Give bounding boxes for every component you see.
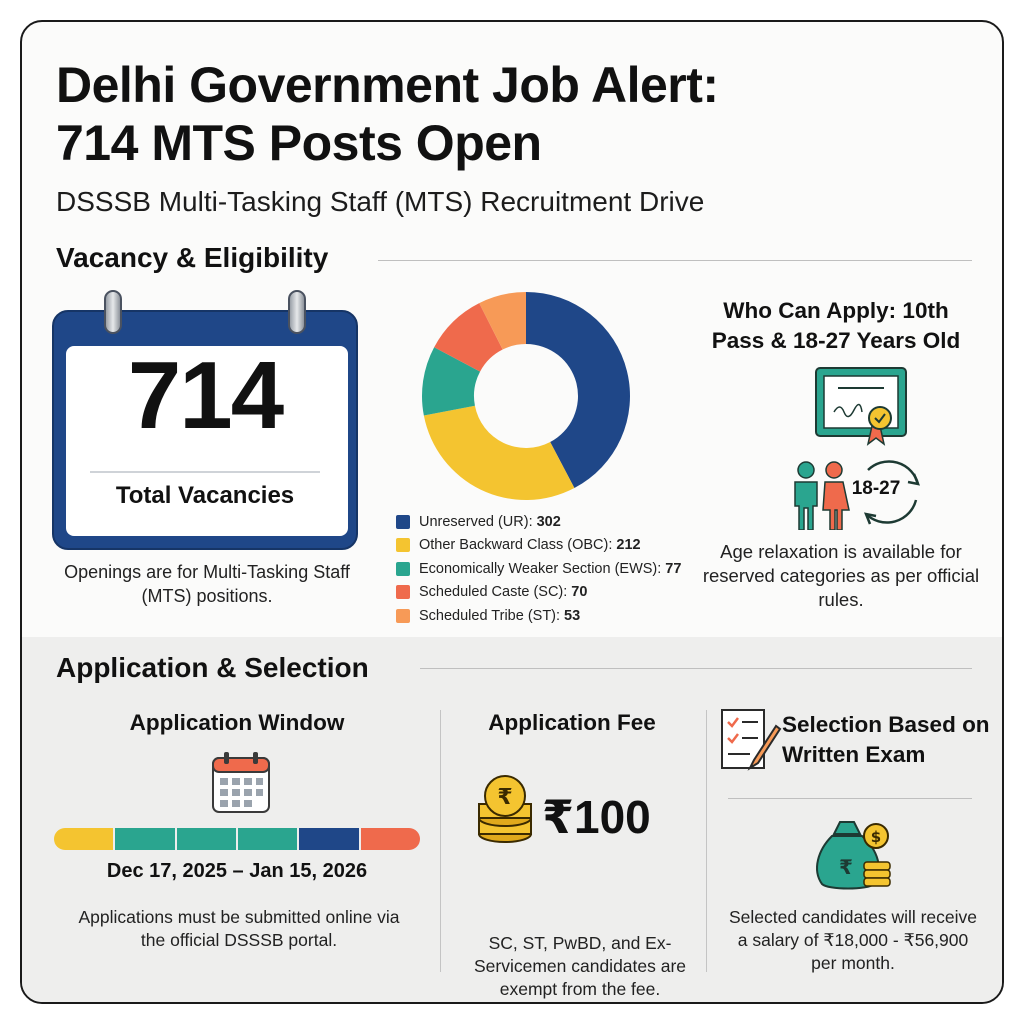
legend-label: Unreserved (UR):: [419, 513, 533, 530]
donut-chart: [420, 290, 632, 502]
chart-legend: [396, 510, 696, 628]
legend-label: Scheduled Caste (SC):: [419, 584, 568, 601]
total-vacancies-note: Openings are for Multi-Tasking Staff (MTS) positions.: [64, 562, 350, 607]
eligibility-title: Who Can Apply: 10th Pass & 18-27 Years Old: [711, 298, 961, 354]
legend-swatch: [396, 562, 410, 576]
title-line-1: Delhi Government Job Alert:: [56, 57, 719, 113]
certificate-icon: [816, 368, 906, 444]
timeline-segment: [115, 828, 174, 850]
timeline-segment: [54, 828, 113, 850]
calendar-ring: [104, 290, 122, 334]
legend-label: Scheduled Tribe (ST):: [419, 607, 561, 624]
application-fee-note: SC, ST, PwBD, and Ex-Servicemen candidates are exempt from the fee.: [473, 933, 687, 1000]
eligibility-note: Age relaxation is available for reserved categories as per official rules.: [702, 541, 980, 611]
timeline-segment: [361, 828, 420, 850]
timeline-segment: [238, 828, 297, 850]
legend-value: 302: [536, 513, 561, 530]
application-date-range: Dec 17, 2025 – Jan 15, 2026: [106, 860, 368, 882]
application-window-title: Application Window: [129, 710, 345, 735]
column-divider: [706, 710, 707, 972]
legend-swatch: [396, 609, 410, 623]
legend-item: [396, 557, 696, 581]
legend-value: 70: [571, 584, 588, 601]
timeline-segment: [177, 828, 236, 850]
coin-symbol: ₹: [497, 785, 513, 810]
calendar-ring: [288, 290, 306, 334]
bag-symbol: ₹: [839, 855, 853, 879]
donut-chart-svg: [420, 290, 632, 502]
age-range-label: 18-27: [851, 478, 901, 499]
legend-label: Economically Weaker Section (EWS):: [419, 560, 662, 577]
page-subtitle: DSSSB Multi-Tasking Staff (MTS) Recruitment Drive: [56, 186, 705, 217]
vacancy-section-heading: Vacancy & Eligibility: [56, 242, 329, 273]
coin-stack-icon: [476, 774, 534, 844]
legend-item: [396, 604, 696, 628]
exam-sheet-icon: [720, 708, 782, 774]
legend-value: 53: [564, 607, 581, 624]
application-fee-amount: ₹100: [542, 791, 651, 843]
legend-item: [396, 534, 696, 558]
legend-label: Other Backward Class (OBC):: [419, 537, 613, 554]
infographic-card: [20, 20, 1004, 1004]
total-vacancies-label: Total Vacancies: [115, 482, 295, 509]
application-timeline-bar: [54, 828, 420, 850]
legend-swatch: [396, 515, 410, 529]
timeline-segment: [299, 828, 358, 850]
legend-item: [396, 510, 696, 534]
legend-item: [396, 581, 696, 605]
calendar-divider: [90, 471, 320, 473]
page-title: [56, 56, 976, 172]
application-section-heading: Application & Selection: [56, 652, 369, 683]
selection-title: Selection Based on Written Exam: [782, 712, 990, 768]
title-line-2: 714 MTS Posts Open: [56, 115, 542, 171]
legend-swatch: [396, 538, 410, 552]
money-bag-icon: [812, 818, 892, 892]
coin-symbol: $: [870, 828, 882, 846]
eligibility-illustration: [762, 366, 922, 530]
legend-value: 212: [616, 537, 641, 554]
section-divider: [420, 668, 972, 669]
donut-slice: [424, 406, 575, 500]
legend-swatch: [396, 585, 410, 599]
column-divider: [440, 710, 441, 972]
calendar-icon: [52, 290, 358, 552]
selection-divider: [728, 798, 972, 799]
legend-value: 77: [665, 560, 682, 577]
total-vacancies-number: 714: [127, 342, 283, 449]
application-window-note: Applications must be submitted online via the official DSSSB portal.: [78, 907, 400, 951]
application-fee-title: Application Fee: [488, 710, 656, 735]
selection-note: Selected candidates will receive a salary of ₹18,000 - ₹56,900 per month.: [728, 907, 978, 974]
small-calendar-icon: [210, 750, 272, 814]
section-divider: [378, 260, 972, 261]
